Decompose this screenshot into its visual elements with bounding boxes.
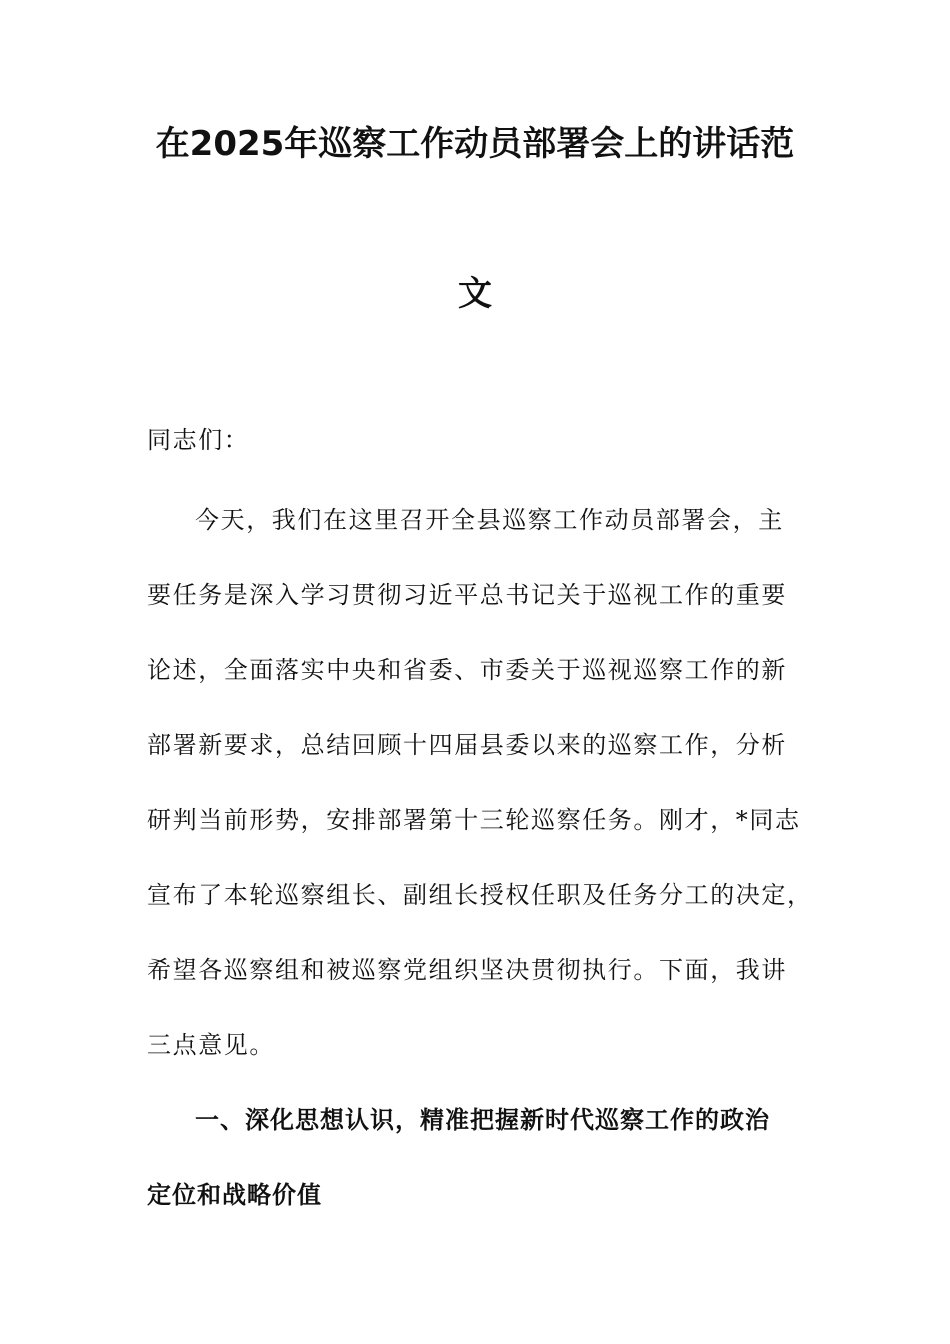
section-heading-line-2: 定位和战略价值 — [147, 1181, 322, 1209]
paragraph-line: 希望各巡察组和被巡察党组织坚决贯彻执行。下面，我讲 — [147, 956, 787, 984]
paragraph-line: 部署新要求，总结回顾十四届县委以来的巡察工作，分析 — [147, 731, 787, 759]
paragraph-line: 研判当前形势，安排部署第十三轮巡察任务。刚才，*同志 — [147, 806, 801, 834]
salutation: 同志们： — [147, 426, 250, 454]
paragraph-line: 宣布了本轮巡察组长、副组长授权任职及任务分工的决定， — [147, 881, 813, 909]
paragraph-line: 要任务是深入学习贯彻习近平总书记关于巡视工作的重要 — [147, 581, 787, 609]
section-heading-line-1: 一、深化思想认识，精准把握新时代巡察工作的政治 — [195, 1106, 770, 1134]
paragraph-line: 今天，我们在这里召开全县巡察工作动员部署会，主 — [195, 506, 784, 534]
document-title-line-1: 在2025年巡察工作动员部署会上的讲话范 — [155, 124, 795, 164]
paragraph-line: 论述，全面落实中央和省委、市委关于巡视巡察工作的新 — [147, 656, 787, 684]
document-title-line-2: 文 — [458, 274, 492, 314]
paragraph-line: 三点意见。 — [147, 1031, 275, 1059]
